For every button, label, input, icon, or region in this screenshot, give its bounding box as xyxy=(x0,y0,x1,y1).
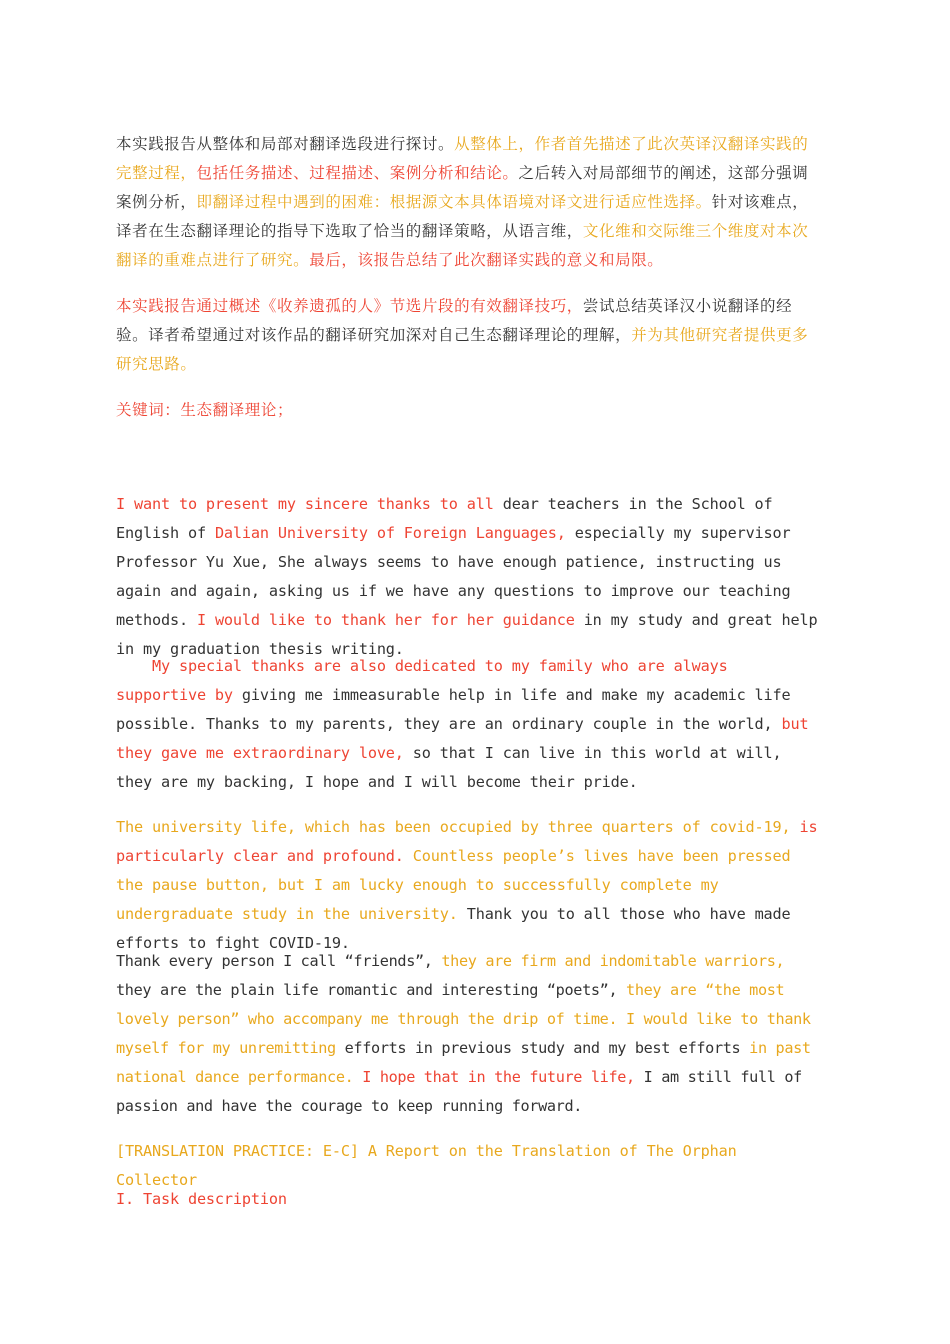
text-run: efforts in previous study and my best efforts xyxy=(344,1039,750,1057)
text-run: My special thanks are also dedicated to my family who are always supportive by xyxy=(116,657,737,704)
text-run: 关键词：生态翻译理论； xyxy=(116,401,294,419)
text-run: Countless people’s lives have been pressed the pause button, but I am lucky enough to successfully complete my undergraduate study in the university. xyxy=(116,847,791,923)
text-run: I am still full of passion and have the courage to keep running forward. xyxy=(116,1068,802,1115)
acknowledgement-paragraph-3 xyxy=(116,813,822,958)
acknowledgement-paragraph-4 xyxy=(116,947,822,1121)
text-run: in past national dance performance. xyxy=(116,1039,811,1086)
text-run: 即翻译过程中遇到的困难：根据源文本具体语境对译文进行适应性选择。 xyxy=(196,193,712,211)
text-run: 从整体上，作者首先描述了此次英译汉翻译实践的完整过程， xyxy=(116,135,809,182)
text-run: giving me immeasurable help in life and make my academic life possible. Thanks to my parents, they are an ordinary couple in the world, xyxy=(116,686,791,733)
text-run: 文化维和交际维三个维度对本次翻译的重难点进行了研究。 xyxy=(116,222,809,269)
keywords-line xyxy=(116,396,822,425)
text-run: they are firm and indomitable warriors, xyxy=(441,952,785,970)
acknowledgement-paragraph-1 xyxy=(116,490,822,664)
text-run: Thank every person I call “friends”, xyxy=(116,952,442,970)
text-run: 针对该难点，译者在生态翻译理论的指导下选取了恰当的翻译策略，从语言维， xyxy=(116,193,809,240)
text-run: I want to present my sincere thanks to all xyxy=(116,495,503,513)
text-run: 本实践报告通过概述《收养遗孤的人》节选片段的有效翻译技巧， xyxy=(116,297,583,315)
abstract-paragraph-1 xyxy=(116,130,822,275)
text-run: Dalian University of Foreign Languages, xyxy=(214,524,575,542)
text-run: 尝试总结英译汉小说翻译的经验。译者希望通过对该作品的翻译研究加深对自己生态翻译理论的理解， xyxy=(116,297,793,344)
text-run: [TRANSLATION PRACTICE: E-C] A Report on the Translation of The Orphan Collector xyxy=(116,1142,737,1189)
text-run: I. Task description xyxy=(116,1190,287,1208)
text-run: 本实践报告从整体和局部对翻译选段进行探讨。 xyxy=(116,135,455,153)
text-run: but they gave me extraordinary love, xyxy=(116,715,809,762)
text-run: they are the plain life romantic and interesting “poets”, xyxy=(116,981,627,999)
text-run: I hope that in the future life, xyxy=(362,1068,644,1086)
text-run: in my study and great help in my graduation thesis writing. xyxy=(116,611,818,658)
text-run: Thank you to all those who have made efforts to fight COVID-19. xyxy=(116,905,791,952)
text-run: 包括任务描述、过程描述、案例分析和结论。 xyxy=(196,164,519,182)
text-run: so that I can live in this world at will, they are my backing, I hope and I will become their pride. xyxy=(116,744,782,791)
text-run: I would like to thank her for her guidance xyxy=(196,611,584,629)
text-run: 最后，该报告总结了此次翻译实践的意义和局限。 xyxy=(309,251,664,269)
text-run: 之后转入对局部细节的阐述，这部分强调案例分析， xyxy=(116,164,809,211)
text-run: is particularly clear and profound. xyxy=(116,818,818,865)
acknowledgement-paragraph-2 xyxy=(116,652,822,797)
text-run: The university life, which has been occupied by three quarters of covid-19, xyxy=(116,818,800,836)
abstract-paragraph-2 xyxy=(116,292,822,379)
text-run: 并为其他研究者提供更多研究思路。 xyxy=(116,326,809,373)
text-run: dear teachers in the School of English of xyxy=(116,495,773,542)
section-heading xyxy=(116,1185,822,1214)
text-run: they are “the most lovely person” who accompany me through the drip of time. I would like to thank myself for my unremitting xyxy=(116,981,811,1057)
text-run: especially my supervisor Professor Yu Xue, She always seems to have enough patience, instructing us again and again, asking us if we have any questions to improve our teaching methods. xyxy=(116,524,791,629)
